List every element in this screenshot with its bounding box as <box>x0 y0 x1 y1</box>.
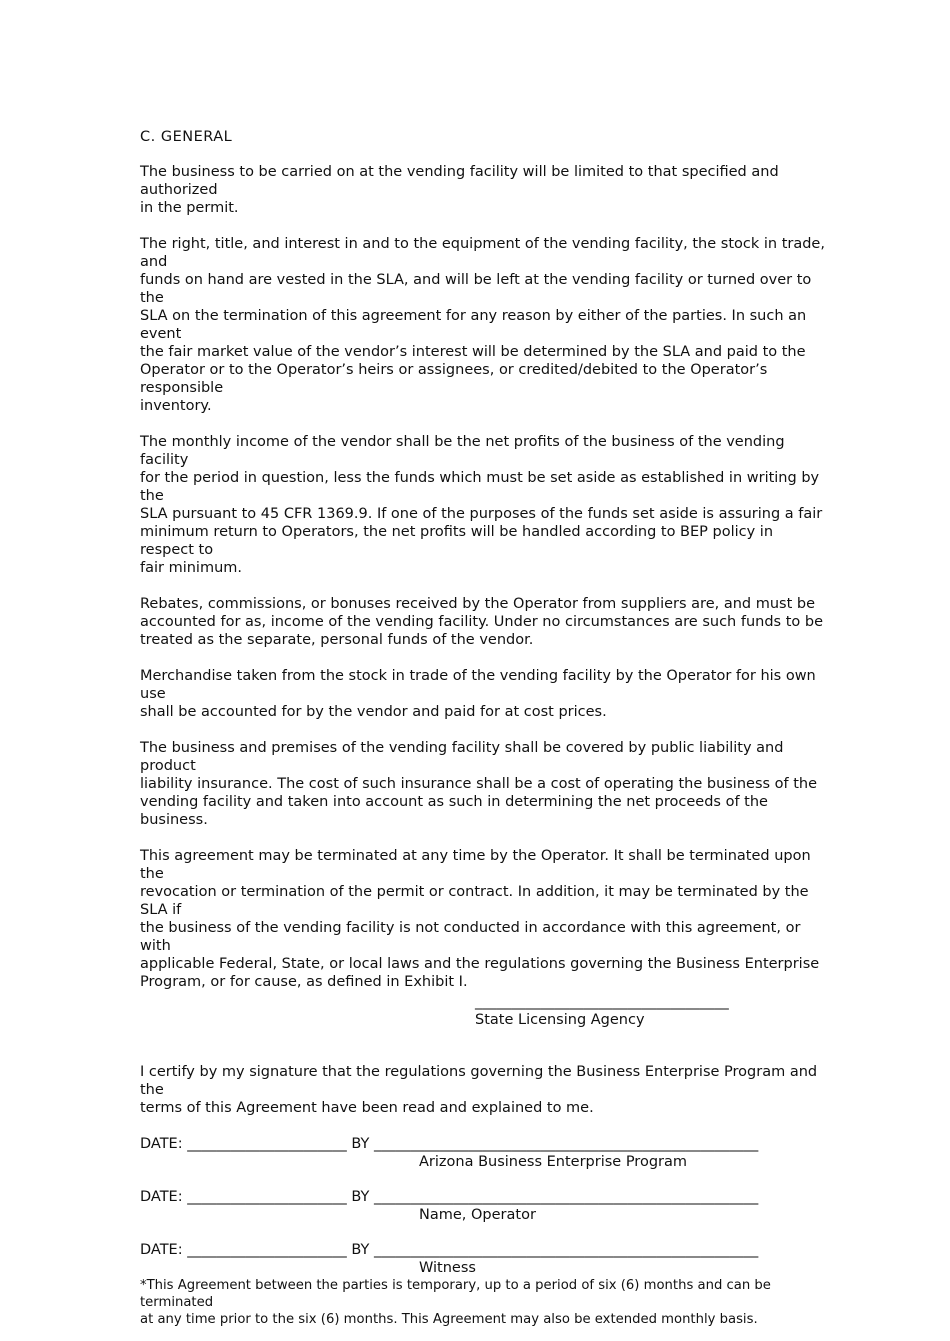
signature-row-bep <box>140 1135 830 1188</box>
date-by-line[interactable]: DATE: ______________________ BY _____________________________________________________ <box>140 1242 759 1258</box>
paragraph-insurance: The business and premises of the vending facility shall be covered by public liability and product liability insurance. The cost of such insurance shall be a cost of operating the business of the vending facility and taken into account as such in determining the net proceeds of the business. <box>140 740 818 828</box>
signer-caption: Name, Operator <box>419 1207 536 1223</box>
certification-statement: I certify by my signature that the regulations governing the Business Enterprise Program and the terms of this Agreement have been read and explained to me. <box>140 1064 818 1116</box>
date-by-line[interactable]: DATE: ______________________ BY _____________________________________________________ <box>140 1136 759 1152</box>
signature-row-witness <box>140 1241 830 1294</box>
paragraph-rebates: Rebates, commissions, or bonuses received by the Operator from suppliers are, and must be accounted for as, income of the vending facility. Under no circumstances are such funds to be treated as the separate, personal funds of the vendor. <box>140 596 823 648</box>
signer-caption: Witness <box>419 1260 476 1276</box>
paragraph-monthly-income: The monthly income of the vendor shall be the net profits of the business of the vending facility for the period in question, less the funds which must be set aside as established in writing by the SLA pursuant to 45 CFR 1369.9. If one of the purposes of the funds set aside is assuring a fair minimum return to Operators, the net profits will be handled according to BEP policy in respect to fair minimum. <box>140 434 823 576</box>
document-page <box>140 128 830 1341</box>
sla-signature-caption: State Licensing Agency <box>475 1012 645 1028</box>
signature-row-operator <box>140 1188 830 1241</box>
paragraph-equipment-title: The right, title, and interest in and to the equipment of the vending facility, the stock in trade, and funds on hand are vested in the SLA, and will be left at the vending facility or turned over to the SLA on the termination of this agreement for any reason by either of the parties. In such an event the fair market value of the vendor’s interest will be determined by the SLA and paid to the Operator or to the Operator’s heirs or assignees, or credited/debited to the Operator’s responsible inventory. <box>140 236 825 414</box>
paragraph-termination: This agreement may be terminated at any time by the Operator. It shall be terminated upon the revocation or termination of the permit or contract. In addition, it may be terminated by the SLA if the business of the vending facility is not conducted in accordance with this agreement, or with applicable Federal, State, or local laws and the regulations governing the Business Enterprise Program, or for cause, as defined in Exhibit I. <box>140 848 820 990</box>
paragraph-business-scope: The business to be carried on at the vending facility will be limited to that specified and authorized in the permit. <box>140 164 779 216</box>
date-by-line[interactable]: DATE: ______________________ BY _____________________________________________________ <box>140 1189 759 1205</box>
section-heading: C. GENERAL <box>140 129 233 145</box>
signer-caption: Arizona Business Enterprise Program <box>419 1154 688 1170</box>
paragraph-merchandise: Merchandise taken from the stock in trade of the vending facility by the Operator for his own use shall be accounted for by the vendor and paid for at cost prices. <box>140 668 816 720</box>
sla-signature-block <box>140 993 830 1047</box>
sla-signature-line[interactable]: ___________________________________ <box>475 994 729 1010</box>
footnote: *This Agreement between the parties is temporary, up to a period of six (6) months and can be terminated at any time prior to the six (6) months. This Agreement may also be extended monthly basis. <box>140 1278 771 1327</box>
